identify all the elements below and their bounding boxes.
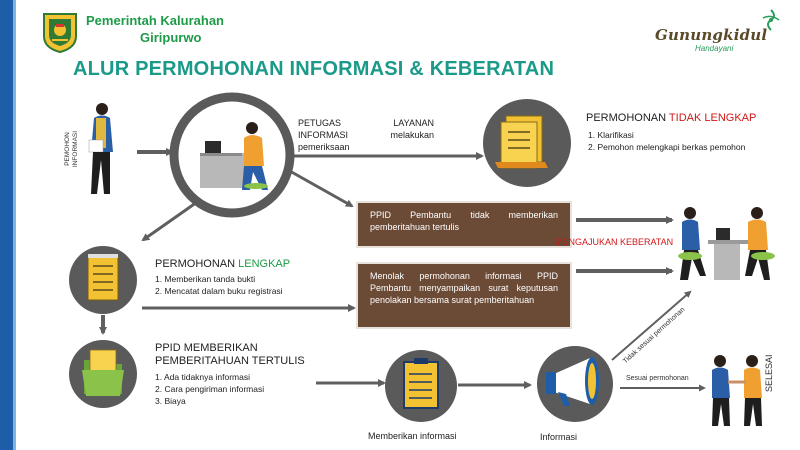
brand-name: Gunungkidul	[655, 26, 768, 44]
list-item: 1. Ada tidaknya informasi	[155, 372, 250, 382]
tidak-lengkap-heading	[586, 112, 756, 125]
ppid-memberikan-circle	[69, 340, 137, 408]
lengkap-highlight: LENGKAP	[238, 258, 291, 270]
petugas-circle	[174, 97, 290, 213]
lengkap-circle	[69, 246, 137, 314]
lengkap-prefix: PERMOHONAN	[155, 258, 239, 270]
ppid-list	[155, 371, 264, 407]
org-line2: Giripurwo	[140, 30, 202, 45]
arrow-petugas-to-box1	[288, 170, 352, 206]
tidak-lengkap-highlight: TIDAK LENGKAP	[668, 112, 757, 124]
box-menolak: Menolak permohonan informasi PPID Pembantu menyampaikan surat keputusan penolakan bersama surat pemberitahuan	[356, 262, 572, 329]
tidak-lengkap-list	[588, 129, 745, 153]
page-title: ALUR PERMOHONAN INFORMASI & KEBERATAN	[73, 58, 555, 80]
arrow-petugas-to-lengkap	[143, 200, 200, 240]
pemohon-label: PEMOHON INFORMASI	[64, 130, 79, 168]
box-tidak-memberikan: PPID Pembantu tidak memberikan pemberitahuan tertulis	[356, 201, 572, 248]
selesai-handshake-icon	[712, 355, 762, 426]
tidak-lengkap-prefix: PERMOHONAN	[586, 112, 669, 124]
petugas-text: PETUGAS LAYANAN INFORMASI melakukan pemeriksaan	[298, 118, 434, 152]
list-item: 1. Klarifikasi	[588, 130, 634, 140]
memberikan-informasi-circle	[385, 350, 457, 422]
informasi-label: Informasi	[540, 432, 578, 442]
list-item: 2. Cara pengiriman informasi	[155, 384, 265, 394]
tidak-sesuai-label: Tidak sesuai permohonan	[622, 306, 687, 366]
pemohon-person-icon	[89, 103, 113, 194]
arrow-informasi-to-keberatan	[612, 292, 690, 360]
lengkap-list	[155, 273, 283, 297]
mengajukan-keberatan-label: MENGAJUKAN KEBERATAN	[555, 237, 674, 247]
lengkap-heading	[155, 258, 290, 271]
list-item: 1. Memberikan tanda bukti	[155, 274, 256, 284]
brand-sub: Handayani	[695, 44, 734, 53]
sesuai-label: Sesuai permohonan	[626, 375, 689, 382]
memberikan-informasi-label: Memberikan informasi	[368, 431, 457, 441]
org-line1: Pemerintah Kalurahan	[86, 13, 224, 28]
ppid-heading-line2: PEMBERITAHUAN TERTULIS	[155, 355, 305, 367]
list-item: 2. Pemohon melengkapi berkas pemohon	[588, 142, 746, 152]
ppid-heading	[155, 342, 305, 368]
list-item: 2. Mencatat dalam buku registrasi	[155, 286, 283, 296]
list-item: 3. Biaya	[155, 396, 186, 406]
informasi-megaphone-circle	[537, 346, 613, 422]
ppid-heading-line1: PPID MEMBERIKAN	[155, 342, 258, 354]
keberatan-people-icon	[678, 207, 775, 280]
tidak-lengkap-circle	[483, 99, 571, 187]
selesai-label: SELESAI	[764, 354, 774, 392]
